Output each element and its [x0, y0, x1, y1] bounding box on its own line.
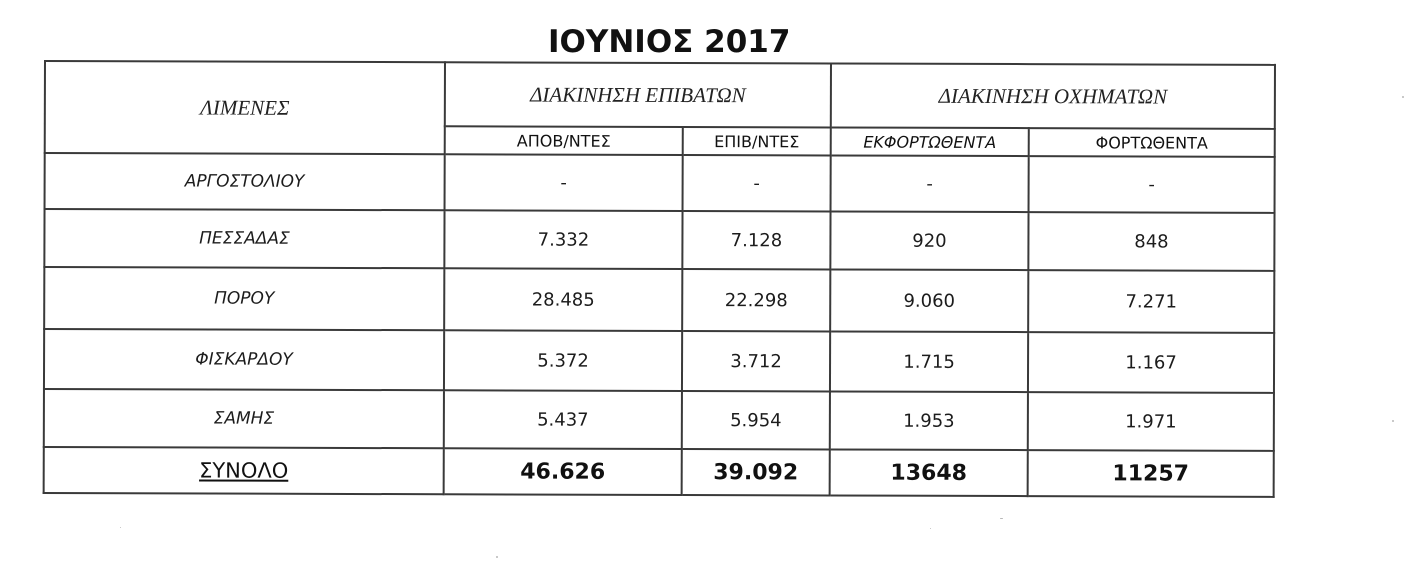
- total-row: [44, 447, 1274, 497]
- disembarked-value: 28.485: [444, 268, 682, 331]
- loaded-vehicles-value: 848: [1028, 212, 1274, 271]
- table-row: [45, 153, 1275, 213]
- embarked-value: 5.954: [682, 391, 830, 449]
- unloaded-vehicles-column-header: ΕΚΦΟΡΤΩΘΕΝΤΑ: [831, 127, 1029, 156]
- disembarked-value: 5.437: [444, 390, 682, 449]
- unloaded-vehicles-value: 1.715: [830, 331, 1028, 392]
- port-name: ΦΙΣΚΑΡΔΟΥ: [44, 329, 444, 390]
- port-name: ΑΡΓΟΣΤΟΛΙΟΥ: [45, 153, 445, 210]
- embarked-value: 3.712: [682, 331, 830, 391]
- scan-speck: [1402, 96, 1404, 98]
- page-title: ΙΟΥΝΙΟΣ 2017: [548, 24, 791, 60]
- table-row: [44, 267, 1274, 333]
- disembarked-column-header: ΑΠΟΒ/ΝΤΕΣ: [445, 126, 683, 155]
- loaded-vehicles-value: 7.271: [1028, 270, 1274, 333]
- disembarked-value: 7.332: [444, 210, 682, 269]
- port-name: ΠΕΣΣΑΔΑΣ: [44, 209, 444, 268]
- total-label: ΣΥΝΟΛΟ: [44, 447, 444, 494]
- port-name: ΠΟΡΟΥ: [44, 267, 444, 330]
- scan-speck: [930, 528, 931, 529]
- embarked-value: 22.298: [682, 269, 830, 331]
- disembarked-value: 5.372: [444, 330, 682, 391]
- table-row: [44, 329, 1274, 393]
- total-embarked-value: 39.092: [682, 449, 830, 495]
- scan-speck: [120, 527, 121, 528]
- scan-speck: [1000, 518, 1003, 519]
- table-row: [44, 389, 1274, 451]
- disembarked-value: -: [445, 154, 683, 211]
- loaded-vehicles-value: -: [1029, 156, 1275, 213]
- unloaded-vehicles-value: -: [831, 155, 1029, 212]
- scan-speck: [496, 556, 498, 558]
- table-header-row: [45, 61, 1275, 129]
- vehicles-group-header: ΔΙΑΚΙΝΗΣΗ ΟΧΗΜΑΤΩΝ: [831, 63, 1275, 128]
- total-disembarked-value: 46.626: [444, 448, 682, 495]
- loaded-vehicles-value: 1.971: [1028, 392, 1274, 451]
- embarked-column-header: ΕΠΙΒ/ΝΤΕΣ: [683, 127, 831, 155]
- table-row: [44, 209, 1274, 271]
- loaded-vehicles-value: 1.167: [1028, 332, 1274, 393]
- embarked-value: -: [683, 155, 831, 211]
- passengers-group-header: ΔΙΑΚΙΝΗΣΗ ΕΠΙΒΑΤΩΝ: [445, 62, 831, 127]
- total-loaded-vehicles-value: 11257: [1028, 450, 1274, 497]
- port-traffic-table: [43, 60, 1276, 498]
- unloaded-vehicles-value: 920: [830, 211, 1028, 270]
- embarked-value: 7.128: [682, 211, 830, 269]
- port-name: ΣΑΜΗΣ: [44, 389, 444, 448]
- total-unloaded-vehicles-value: 13648: [830, 449, 1028, 496]
- unloaded-vehicles-value: 1.953: [830, 391, 1028, 450]
- loaded-vehicles-column-header: ΦΟΡΤΩΘΕΝΤΑ: [1029, 128, 1275, 157]
- unloaded-vehicles-value: 9.060: [830, 269, 1028, 332]
- ports-column-header: ΛΙΜΕΝΕΣ: [45, 61, 445, 154]
- scan-speck: [1392, 420, 1394, 422]
